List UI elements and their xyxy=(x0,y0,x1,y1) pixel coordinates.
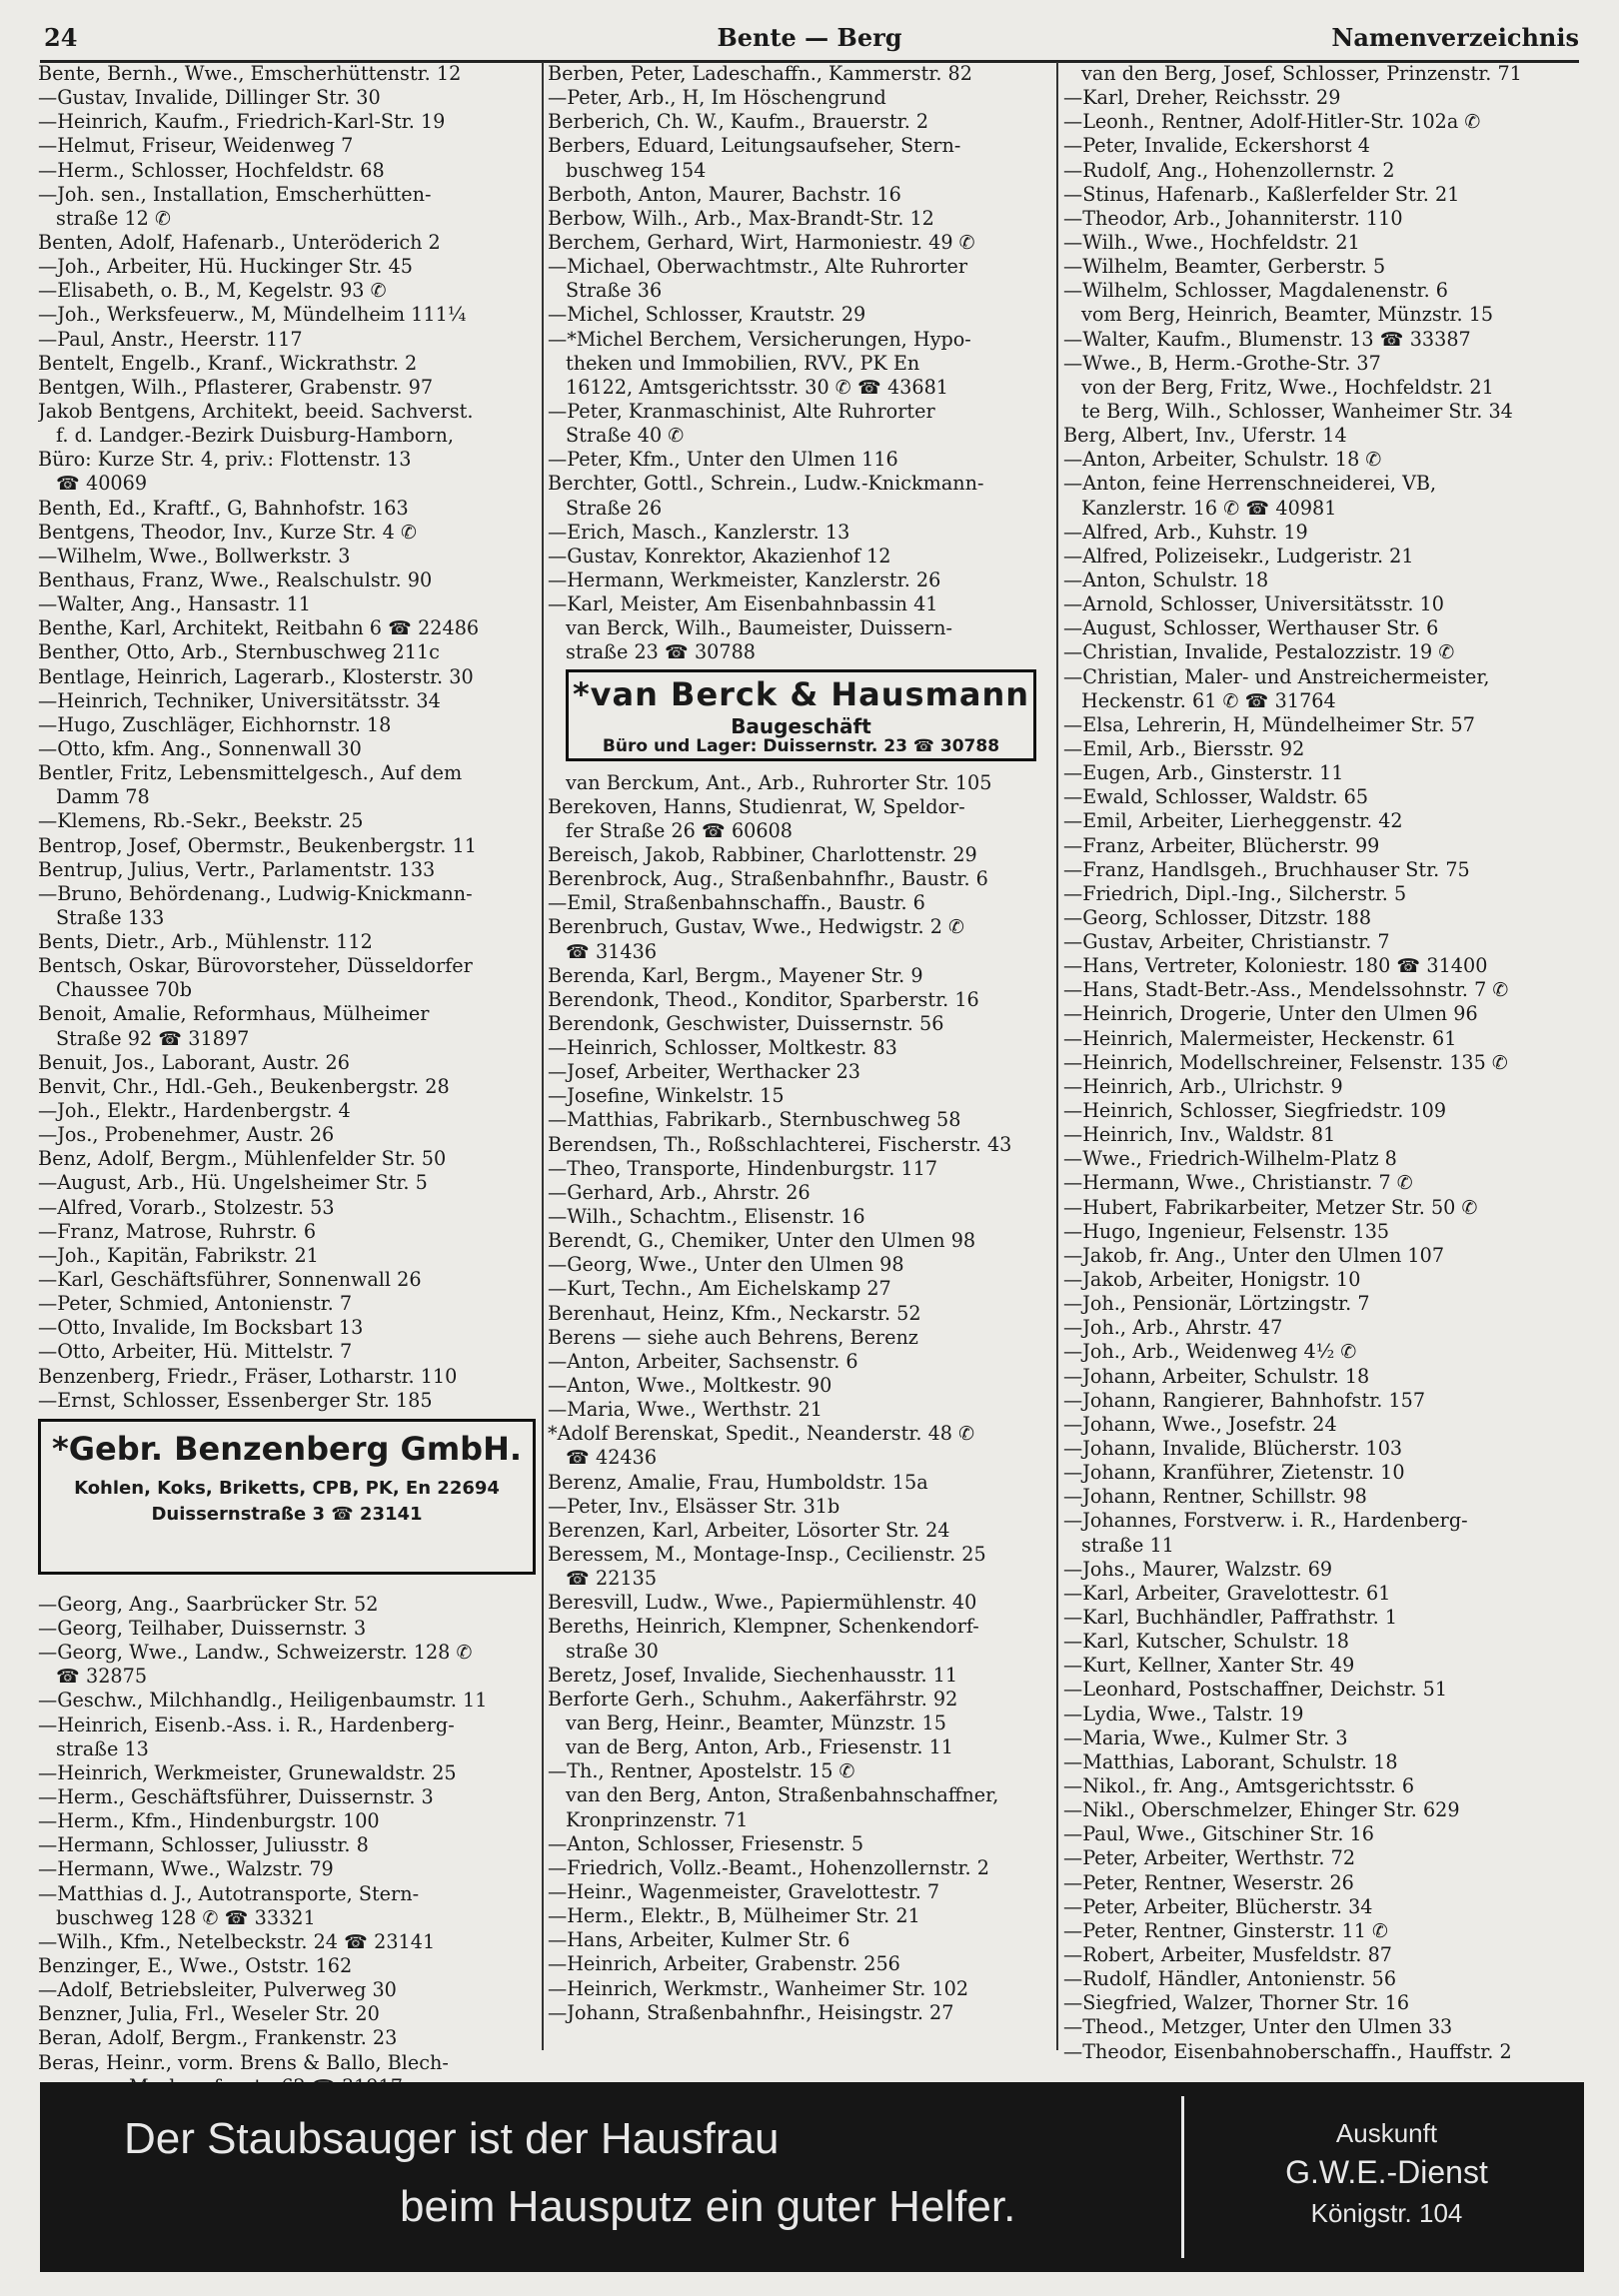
directory-entry: —Heinrich, Modellschreiner, Felsenstr. 135 ✆ xyxy=(1063,1050,1509,1074)
directory-entry: —Hermann, Wwe., Christianstr. 7 ✆ xyxy=(1063,1171,1413,1195)
directory-entry: —Stinus, Hafenarb., Kaßlerfelder Str. 21 xyxy=(1063,182,1460,206)
directory-entry: —Wwe., Friedrich-Wilhelm-Platz 8 xyxy=(1063,1147,1397,1171)
directory-entry: Berendonk, Geschwister, Duissernstr. 56 xyxy=(548,1011,944,1035)
directory-entry: —Elisabeth, o. B., M, Kegelstr. 93 ✆ xyxy=(38,279,387,303)
directory-entry: —Th., Rentner, Apostelstr. 15 ✆ xyxy=(548,1759,855,1783)
directory-entry: —Theod., Metzger, Unter den Ulmen 33 xyxy=(1063,2015,1453,2039)
directory-entry: —Ewald, Schlosser, Waldstr. 65 xyxy=(1063,785,1369,809)
directory-entry: —Heinrich, Schlosser, Moltkestr. 83 xyxy=(548,1036,897,1060)
berck-advertisement xyxy=(566,669,1036,761)
directory-entry: —Johann, Rangierer, Bahnhofstr. 157 xyxy=(1063,1388,1426,1412)
directory-entry: —Hugo, Ingenieur, Felsenstr. 135 xyxy=(1063,1219,1390,1243)
directory-entry: —Georg, Teilhaber, Duissernstr. 3 xyxy=(38,1617,367,1641)
ad-business: Baugeschäft xyxy=(731,713,871,738)
directory-entry: —Hermann, Schlosser, Juliusstr. 8 xyxy=(38,1833,369,1857)
directory-entry: —Heinrich, Inv., Waldstr. 81 xyxy=(1063,1123,1336,1147)
directory-entry: —Peter, Arbeiter, Blücherstr. 34 xyxy=(1063,1894,1373,1918)
directory-entry: Bentgen, Wilh., Pflasterer, Grabenstr. 97 xyxy=(38,375,434,399)
directory-entry: —Walter, Kaufm., Blumenstr. 13 ☎ 33387 xyxy=(1063,327,1471,351)
column-2 xyxy=(548,62,1047,2050)
directory-entry: —Emil, Arbeiter, Lierheggenstr. 42 xyxy=(1063,809,1403,833)
directory-entry: —Johann, Straßenbahnfhr., Heisingstr. 27 xyxy=(548,2000,954,2024)
directory-entry: Berenbrock, Aug., Straßenbahnfhr., Baustr. 6 xyxy=(548,867,988,891)
directory-entry: —Johann, Invalide, Blücherstr. 103 xyxy=(1063,1437,1403,1461)
directory-entry: —Wilhelm, Schlosser, Magdalenenstr. 6 xyxy=(1063,279,1449,303)
directory-entry: ☎ 42436 xyxy=(566,1446,658,1470)
directory-entry: Bentler, Fritz, Lebensmittelgesch., Auf dem xyxy=(38,761,463,785)
directory-entry: Berben, Peter, Ladeschaffn., Kammerstr. 82 xyxy=(548,62,972,85)
directory-entry: —Theodor, Arb., Johanniterstr. 110 xyxy=(1063,206,1403,230)
directory-entry: —Alfred, Arb., Kuhstr. 19 xyxy=(1063,520,1308,544)
directory-entry: —Wilhelm, Beamter, Gerberstr. 5 xyxy=(1063,255,1386,279)
directory-entry: —Maria, Wwe., Kulmer Str. 3 xyxy=(1063,1725,1348,1749)
directory-entry: Benuit, Jos., Laborant, Austr. 26 xyxy=(38,1050,350,1074)
directory-entry: —Rudolf, Ang., Hohenzollernstr. 2 xyxy=(1063,158,1395,182)
directory-entry: —Jos., Probenehmer, Austr. 26 xyxy=(38,1123,335,1147)
directory-entry: Berenzen, Karl, Arbeiter, Lösorter Str. 24 xyxy=(548,1518,950,1542)
directory-entry: Berg, Albert, Inv., Uferstr. 14 xyxy=(1063,424,1347,448)
directory-entry: —Kurt, Techn., Am Eichelskamp 27 xyxy=(548,1277,891,1301)
directory-entry: —Josefine, Winkelstr. 15 xyxy=(548,1084,785,1108)
directory-entry: —Peter, Rentner, Ginsterstr. 11 ✆ xyxy=(1063,1918,1389,1942)
directory-entry: —Georg, Wwe., Unter den Ulmen 98 xyxy=(548,1253,904,1277)
directory-entry: —Hans, Vertreter, Koloniestr. 180 ☎ 31400 xyxy=(1063,954,1488,978)
directory-entry: van den Berg, Josef, Schlosser, Prinzenstr. 71 xyxy=(1081,62,1522,85)
directory-entry: —Heinrich, Arbeiter, Grabenstr. 256 xyxy=(548,1952,900,1976)
directory-entry: —Michel, Schlosser, Krautstr. 29 xyxy=(548,303,866,327)
directory-entry: —Jakob, Arbeiter, Honigstr. 10 xyxy=(1063,1268,1361,1292)
directory-entry: —*Michel Berchem, Versicherungen, Hypo- xyxy=(548,327,971,351)
directory-entry: Benthaus, Franz, Wwe., Realschulstr. 90 xyxy=(38,568,433,591)
directory-entry: —Bruno, Behördenang., Ludwig-Knickmann- xyxy=(38,881,473,905)
directory-entry: Berendt, G., Chemiker, Unter den Ulmen 98 xyxy=(548,1229,976,1253)
directory-entry: —Klemens, Rb.-Sekr., Beekstr. 25 xyxy=(38,809,364,833)
directory-entry: straße 23 ☎ 30788 xyxy=(566,640,756,664)
directory-entry: —Herm., Kfm., Hindenburgstr. 100 xyxy=(38,1809,380,1833)
banner-divider xyxy=(1181,2096,1184,2258)
directory-entry: —Heinrich, Drogerie, Unter den Ulmen 96 xyxy=(1063,1002,1478,1026)
directory-entry: —Maria, Wwe., Werthstr. 21 xyxy=(548,1398,823,1422)
directory-entry: —Kurt, Kellner, Xanter Str. 49 xyxy=(1063,1654,1355,1678)
directory-entry: Kronprinzenstr. 71 xyxy=(566,1807,749,1831)
info-label: Auskunft xyxy=(1335,2118,1438,2148)
directory-entry: —Nikl., Oberschmelzer, Ehinger Str. 629 xyxy=(1063,1798,1460,1822)
section-title: Namenverzeichnis xyxy=(1331,23,1579,52)
directory-entry: Benten, Adolf, Hafenarb., Unteröderich 2 xyxy=(38,230,441,254)
directory-entry: Berenhaut, Heinz, Kfm., Neckarstr. 52 xyxy=(548,1301,921,1325)
directory-entry: —Anton, Arbeiter, Schulstr. 18 ✆ xyxy=(1063,448,1382,472)
directory-entry: —Peter, Invalide, Eckershorst 4 xyxy=(1063,134,1370,158)
directory-entry: ☎ 22135 xyxy=(566,1567,658,1591)
directory-entry: —Theo, Transporte, Hindenburgstr. 117 xyxy=(548,1156,938,1180)
directory-entry: Bereisch, Jakob, Rabbiner, Charlottenstr. 29 xyxy=(548,842,977,866)
directory-entry: Bentrop, Josef, Obermstr., Beukenbergstr. 11 xyxy=(38,833,477,857)
directory-entry: —Karl, Geschäftsführer, Sonnenwall 26 xyxy=(38,1268,422,1292)
directory-entry: ☎ 32875 xyxy=(56,1665,148,1689)
directory-entry: —Emil, Arb., Biersstr. 92 xyxy=(1063,736,1305,760)
directory-entry: Bereths, Heinrich, Klempner, Schenkendorf- xyxy=(548,1615,979,1639)
directory-entry: —August, Schlosser, Werthauser Str. 6 xyxy=(1063,616,1439,640)
directory-entry: —Heinrich, Werkmeister, Grunewaldstr. 25 xyxy=(38,1760,457,1784)
directory-entry: Jakob Bentgens, Architekt, beeid. Sachverst. xyxy=(38,399,474,423)
directory-entry: —Johannes, Forstverw. i. R., Hardenberg- xyxy=(1063,1509,1468,1533)
directory-entry: —Heinrich, Kaufm., Friedrich-Karl-Str. 19 xyxy=(38,110,446,134)
directory-entry: f. d. Landger.-Bezirk Duisburg-Hamborn, xyxy=(56,424,454,448)
directory-entry: —Heinrich, Eisenb.-Ass. i. R., Hardenberg- xyxy=(38,1713,455,1736)
directory-entry: Straße 133 xyxy=(56,905,165,929)
directory-entry: Benth, Ed., Kraftf., G, Bahnhofstr. 163 xyxy=(38,496,409,520)
directory-entry: —Nikol., fr. Ang., Amtsgerichtsstr. 6 xyxy=(1063,1773,1415,1797)
directory-entry: —Peter, Kranmaschinist, Alte Ruhrorter xyxy=(548,399,935,423)
directory-entry: Berendonk, Theod., Konditor, Sparberstr. 16 xyxy=(548,987,979,1011)
directory-entry: —Elsa, Lehrerin, H, Mündelheimer Str. 57 xyxy=(1063,712,1475,736)
directory-entry: —Paul, Anstr., Heerstr. 117 xyxy=(38,327,303,351)
directory-entry: Straße 40 ✆ xyxy=(566,424,685,448)
directory-entry: Berendsen, Th., Roßschlachterei, Fischerstr. 43 xyxy=(548,1132,1012,1156)
directory-entry: —August, Arb., Hü. Ungelsheimer Str. 5 xyxy=(38,1171,428,1195)
directory-entry: —Rudolf, Händler, Antonienstr. 56 xyxy=(1063,1967,1397,1991)
directory-entry: —Hubert, Fabrikarbeiter, Metzer Str. 50 ✆ xyxy=(1063,1195,1478,1219)
directory-entry: —Ernst, Schlosser, Essenberger Str. 185 xyxy=(38,1388,433,1412)
directory-entry: —Matthias, Fabrikarb., Sternbuschweg 58 xyxy=(548,1108,961,1132)
directory-entry: —Leonhard, Postschaffner, Deichstr. 51 xyxy=(1063,1678,1448,1702)
directory-entry: —Joh., Werksfeuerw., M, Mündelheim 111¼ xyxy=(38,303,467,327)
directory-entry: Bentelt, Engelb., Kranf., Wickrathstr. 2 xyxy=(38,351,418,375)
directory-entry: —Josef, Arbeiter, Werthacker 23 xyxy=(548,1060,860,1084)
ad-address: Büro und Lager: Duissernstr. 23 ☎ 30788 xyxy=(602,735,1000,756)
directory-entry: —Heinr., Wagenmeister, Gravelottestr. 7 xyxy=(548,1879,940,1903)
column-divider xyxy=(1056,62,1058,2050)
directory-entry: Beras, Heinr., vorm. Brens & Ballo, Blech- xyxy=(38,2050,449,2074)
directory-entry: —Christian, Invalide, Pestalozzistr. 19 ✆ xyxy=(1063,640,1455,664)
ad-address: Duissernstraße 3 ☎ 23141 xyxy=(151,1503,423,1525)
benzenberg-advertisement xyxy=(38,1419,536,1575)
directory-entry: Berforte Gerh., Schuhm., Aakerfährstr. 92 xyxy=(548,1687,958,1711)
directory-entry: —Matthias d. J., Autotransporte, Stern- xyxy=(38,1881,420,1905)
directory-entry: —Peter, Inv., Elsässer Str. 31b xyxy=(548,1494,840,1518)
directory-entry: —Herm., Schlosser, Hochfeldstr. 68 xyxy=(38,158,385,182)
directory-entry: Berenbruch, Gustav, Wwe., Hedwigstr. 2 ✆ xyxy=(548,915,965,939)
directory-entry: Benzenberg, Friedr., Fräser, Lotharstr. 110 xyxy=(38,1364,458,1388)
directory-entry: Bentrup, Julius, Vertr., Parlamentstr. 133 xyxy=(38,857,436,881)
directory-entry: van Berckum, Ant., Arb., Ruhrorter Str. 105 xyxy=(566,770,992,794)
column-divider xyxy=(542,62,544,2050)
directory-entry: —Alfred, Vorarb., Stolzestr. 53 xyxy=(38,1195,335,1219)
directory-entry: —Karl, Meister, Am Eisenbahnbassin 41 xyxy=(548,592,938,616)
directory-entry: —Anton, Arbeiter, Sachsenstr. 6 xyxy=(548,1349,858,1373)
directory-entry: —Karl, Kutscher, Schulstr. 18 xyxy=(1063,1630,1349,1654)
directory-entry: —Anton, Wwe., Moltkestr. 90 xyxy=(548,1374,832,1398)
directory-entry: —Joh., Arb., Weidenweg 4½ ✆ xyxy=(1063,1340,1357,1364)
directory-entry: —Hans, Stadt-Betr.-Ass., Mendelssohnstr. 7 ✆ xyxy=(1063,978,1509,1002)
directory-entry: —Franz, Arbeiter, Blücherstr. 99 xyxy=(1063,833,1380,857)
directory-entry: —Karl, Arbeiter, Gravelottestr. 61 xyxy=(1063,1581,1391,1605)
directory-entry: van Berg, Heinr., Beamter, Münzstr. 15 xyxy=(566,1712,946,1734)
directory-entry: —Erich, Masch., Kanzlerstr. 13 xyxy=(548,520,850,544)
directory-entry: —Emil, Straßenbahnschaffn., Baustr. 6 xyxy=(548,891,925,915)
directory-entry: ☎ 31436 xyxy=(566,939,658,963)
directory-entry: —Wwe., B, Herm.-Grothe-Str. 37 xyxy=(1063,351,1381,375)
directory-entry: —Hugo, Zuschläger, Eichhornstr. 18 xyxy=(38,712,392,736)
directory-entry: —Hans, Arbeiter, Kulmer Str. 6 xyxy=(548,1928,850,1952)
ad-firm-name: *Gebr. Benzenberg GmbH. xyxy=(52,1429,522,1468)
info-service-name: G.W.E.-Dienst xyxy=(1285,2154,1488,2190)
directory-entry: —Peter, Kfm., Unter den Ulmen 116 xyxy=(548,448,898,472)
directory-entry: —Helmut, Friseur, Weidenweg 7 xyxy=(38,134,354,158)
directory-entry: Beretz, Josef, Invalide, Siechenhausstr. 11 xyxy=(548,1663,958,1687)
directory-entry: Beresvill, Ludw., Wwe., Papiermühlenstr. 40 xyxy=(548,1591,977,1615)
info-address: Königstr. 104 xyxy=(1310,2198,1463,2228)
ad-firm-name: *van Berck & Hausmann xyxy=(572,674,1030,713)
directory-entry: van de Berg, Anton, Arb., Friesenstr. 11 xyxy=(566,1735,953,1759)
directory-entry: —Friedrich, Dipl.-Ing., Silcherstr. 5 xyxy=(1063,881,1407,905)
directory-entry: Benthe, Karl, Architekt, Reitbahn 6 ☎ 22486 xyxy=(38,616,480,640)
directory-entry: —Gustav, Arbeiter, Christianstr. 7 xyxy=(1063,930,1390,954)
directory-entry: —Heinrich, Arb., Ulrichstr. 9 xyxy=(1063,1074,1343,1098)
directory-entry: —Herm., Elektr., B, Mülheimer Str. 21 xyxy=(548,1904,920,1928)
directory-entry: von der Berg, Fritz, Wwe., Hochfeldstr. 21 xyxy=(1081,375,1494,399)
directory-entry: —Joh., Elektr., Hardenbergstr. 4 xyxy=(38,1099,351,1123)
directory-entry: —Peter, Arbeiter, Werthstr. 72 xyxy=(1063,1846,1356,1870)
directory-entry: —Johann, Wwe., Josefstr. 24 xyxy=(1063,1412,1337,1436)
directory-entry: Benzinger, E., Wwe., Oststr. 162 xyxy=(38,1953,353,1977)
directory-entry: —Peter, Schmied, Antonienstr. 7 xyxy=(38,1292,353,1316)
directory-entry: —Arnold, Schlosser, Universitätsstr. 10 xyxy=(1063,592,1444,616)
directory-entry: —Anton, Schulstr. 18 xyxy=(1063,568,1269,591)
directory-entry: Straße 92 ☎ 31897 xyxy=(56,1026,250,1050)
directory-entry: Kanzlerstr. 16 ✆ ☎ 40981 xyxy=(1081,496,1337,520)
directory-entry: Chaussee 70b xyxy=(56,978,193,1002)
directory-entry: —Joh. sen., Installation, Emscherhütten- xyxy=(38,182,432,206)
directory-entry: —Friedrich, Vollz.-Beamt., Hohenzollernstr. 2 xyxy=(548,1855,989,1879)
directory-entry: Berenz, Amalie, Frau, Humboldstr. 15a xyxy=(548,1470,928,1494)
directory-entry: —Gustav, Invalide, Dillinger Str. 30 xyxy=(38,86,381,110)
directory-entry: —Georg, Wwe., Landw., Schweizerstr. 128 ✆ xyxy=(38,1641,473,1665)
directory-entry: Heckenstr. 61 ✆ ☎ 31764 xyxy=(1081,688,1336,712)
page-number: 24 xyxy=(44,23,78,52)
directory-entry: Damm 78 xyxy=(56,785,150,809)
directory-entry: —Wilh., Kfm., Netelbeckstr. 24 ☎ 23141 xyxy=(38,1929,436,1953)
directory-entry: —Georg, Ang., Saarbrücker Str. 52 xyxy=(38,1592,379,1616)
slogan-line: beim Hausputz ein guter Helfer. xyxy=(400,2182,1016,2231)
directory-entry: Beressem, M., Montage-Insp., Cecilienstr. 25 xyxy=(548,1543,986,1567)
directory-entry: van den Berg, Anton, Straßenbahnschaffner, xyxy=(566,1783,999,1807)
directory-entry: —Joh., Arbeiter, Hü. Huckinger Str. 45 xyxy=(38,255,413,279)
directory-entry: —Joh., Pensionär, Lörtzingstr. 7 xyxy=(1063,1292,1370,1316)
directory-entry: —Karl, Dreher, Reichsstr. 29 xyxy=(1063,86,1341,110)
directory-entry: Berbow, Wilh., Arb., Max-Brandt-Str. 12 xyxy=(548,206,934,230)
directory-entry: Bents, Dietr., Arb., Mühlenstr. 112 xyxy=(38,930,373,954)
directory-entry: Bentsch, Oskar, Bürovorsteher, Düsseldorfer xyxy=(38,954,473,978)
directory-entry: —Johann, Kranführer, Zietenstr. 10 xyxy=(1063,1461,1405,1485)
directory-entry: —Wilh., Schachtm., Elisenstr. 16 xyxy=(548,1205,865,1229)
directory-entry: —Heinrich, Malermeister, Heckenstr. 61 xyxy=(1063,1026,1457,1050)
banner-slogan xyxy=(40,2082,1179,2272)
directory-entry: te Berg, Wilh., Schlosser, Wanheimer Str. 34 xyxy=(1081,399,1513,423)
directory-entry: —Gustav, Konrektor, Akazienhof 12 xyxy=(548,544,891,568)
directory-entry: —Eugen, Arb., Ginsterstr. 11 xyxy=(1063,761,1344,785)
directory-entry: Berboth, Anton, Maurer, Bachstr. 16 xyxy=(548,182,901,206)
directory-entry: Berens — siehe auch Behrens, Berenz xyxy=(548,1325,918,1349)
column-3 xyxy=(1063,62,1588,2063)
directory-entry: —Peter, Arb., H, Im Höschengrund xyxy=(548,86,886,110)
directory-entry: Bentgens, Theodor, Inv., Kurze Str. 4 ✆ xyxy=(38,520,418,544)
directory-entry: —Otto, Invalide, Im Bocksbart 13 xyxy=(38,1316,364,1340)
directory-entry: —Anton, feine Herrenschneiderei, VB, xyxy=(1063,472,1437,496)
directory-entry: —Joh., Arb., Ahrstr. 47 xyxy=(1063,1316,1283,1340)
directory-entry: straße 11 xyxy=(1081,1533,1174,1557)
directory-entry: —Heinrich, Techniker, Universitätsstr. 34 xyxy=(38,688,441,712)
directory-entry: —Herm., Geschäftsführer, Duissernstr. 3 xyxy=(38,1785,434,1808)
directory-entry: —Christian, Maler- und Anstreichermeister, xyxy=(1063,664,1490,688)
directory-entry: Berbers, Eduard, Leitungsaufseher, Stern- xyxy=(548,134,961,158)
directory-entry: straße 13 xyxy=(56,1736,149,1760)
directory-entry: —Johs., Maurer, Walzstr. 69 xyxy=(1063,1557,1333,1581)
directory-entry: vom Berg, Heinrich, Beamter, Münzstr. 15 xyxy=(1081,303,1494,327)
directory-entry: —Peter, Rentner, Weserstr. 26 xyxy=(1063,1870,1354,1894)
entry-list xyxy=(1063,62,1588,2064)
directory-entry: —Heinrich, Schlosser, Siegfriedstr. 109 xyxy=(1063,1099,1447,1123)
directory-entry: —Michael, Oberwachtmstr., Alte Ruhrorter xyxy=(548,255,967,279)
directory-entry: van Berck, Wilh., Baumeister, Duissern- xyxy=(566,616,952,640)
directory-entry: —Gerhard, Arb., Ahrstr. 26 xyxy=(548,1180,810,1204)
slogan-line: Der Staubsauger ist der Hausfrau xyxy=(124,2114,780,2163)
directory-entry: buschweg 128 ✆ ☎ 33321 xyxy=(56,1905,316,1929)
entry-list xyxy=(548,62,1047,665)
directory-entry: —Leonh., Rentner, Adolf-Hitler-Str. 102a ✆ xyxy=(1063,110,1481,134)
directory-entry: Benzner, Julia, Frl., Weseler Str. 20 xyxy=(38,2002,380,2026)
advertising-banner xyxy=(40,2082,1584,2272)
directory-entry: Straße 36 xyxy=(566,279,663,303)
banner-info xyxy=(1189,2082,1584,2272)
ad-products: Kohlen, Koks, Briketts, CPB, PK, En 22694 xyxy=(74,1477,500,1499)
directory-entry: —Jakob, fr. Ang., Unter den Ulmen 107 xyxy=(1063,1243,1445,1267)
directory-entry: —Georg, Schlosser, Ditzstr. 188 xyxy=(1063,905,1372,929)
directory-entry: —Robert, Arbeiter, Musfeldstr. 87 xyxy=(1063,1942,1392,1966)
directory-entry: Straße 26 xyxy=(566,496,663,520)
directory-entry: —Walter, Ang., Hansastr. 11 xyxy=(38,592,311,616)
directory-entry: Berchem, Gerhard, Wirt, Harmoniestr. 49 ✆ xyxy=(548,230,975,254)
directory-entry: —Theodor, Eisenbahnoberschaffn., Hauffstr. 2 xyxy=(1063,2039,1512,2063)
entry-list xyxy=(38,62,536,1413)
directory-entry: —Matthias, Laborant, Schulstr. 18 xyxy=(1063,1749,1398,1773)
directory-entry: Berekoven, Hanns, Studienrat, W, Speldor- xyxy=(548,794,965,818)
directory-entry: —Adolf, Betriebsleiter, Pulverweg 30 xyxy=(38,1978,397,2002)
directory-entry: theken und Immobilien, RVV., PK En xyxy=(566,351,920,375)
directory-entry: 16122, Amtsgerichtsstr. 30 ✆ ☎ 43681 xyxy=(566,375,948,399)
directory-entry: —Heinrich, Werkmstr., Wanheimer Str. 102 xyxy=(548,1976,969,2000)
entry-list xyxy=(38,1593,536,2099)
column-1 xyxy=(38,62,536,2074)
directory-entry: —Siegfried, Walzer, Thorner Str. 16 xyxy=(1063,1991,1410,2015)
directory-entry: Benz, Adolf, Bergm., Mühlenfelder Str. 50 xyxy=(38,1147,447,1171)
directory-entry: —Hermann, Werkmeister, Kanzlerstr. 26 xyxy=(548,568,941,591)
directory-entry: Benoit, Amalie, Reformhaus, Mülheimer xyxy=(38,1002,430,1026)
directory-entry: buschweg 154 xyxy=(566,158,707,182)
directory-entry: —Otto, Arbeiter, Hü. Mittelstr. 7 xyxy=(38,1340,353,1364)
directory-entry: —Lydia, Wwe., Talstr. 19 xyxy=(1063,1702,1304,1725)
directory-entry: straße 12 ✆ xyxy=(56,206,172,230)
directory-entry: —Johann, Rentner, Schillstr. 98 xyxy=(1063,1485,1367,1509)
directory-entry: —Johann, Arbeiter, Schulstr. 18 xyxy=(1063,1364,1370,1388)
directory-entry: —Geschw., Milchhandlg., Heiligenbaumstr. 11 xyxy=(38,1689,488,1713)
directory-entry: —Alfred, Polizeisekr., Ludgeristr. 21 xyxy=(1063,544,1414,568)
entry-list xyxy=(548,771,1047,2025)
directory-entry: —Hermann, Wwe., Walzstr. 79 xyxy=(38,1857,334,1881)
directory-entry: Berberich, Ch. W., Kaufm., Brauerstr. 2 xyxy=(548,110,929,134)
directory-entry: ☎ 40069 xyxy=(56,472,148,496)
directory-entry: —Joh., Kapitän, Fabrikstr. 21 xyxy=(38,1243,319,1267)
directory-entry: *Adolf Berenskat, Spedit., Neanderstr. 48 ✆ xyxy=(548,1422,975,1446)
directory-entry: straße 30 xyxy=(566,1639,659,1663)
directory-entry: Bentlage, Heinrich, Lagerarb., Klosterstr. 30 xyxy=(38,664,474,688)
directory-entry: —Otto, kfm. Ang., Sonnenwall 30 xyxy=(38,736,362,760)
directory-entry: —Wilhelm, Wwe., Bollwerkstr. 3 xyxy=(38,544,351,568)
page-range-title: Bente — Berg xyxy=(717,23,902,52)
directory-entry: —Franz, Handlsgeh., Bruchhauser Str. 75 xyxy=(1063,857,1470,881)
directory-entry: —Anton, Schlosser, Friesenstr. 5 xyxy=(548,1831,864,1855)
directory-entry: —Franz, Matrose, Ruhrstr. 6 xyxy=(38,1219,317,1243)
directory-entry: fer Straße 26 ☎ 60608 xyxy=(566,818,794,842)
directory-entry: —Karl, Buchhändler, Paffrathstr. 1 xyxy=(1063,1606,1398,1629)
directory-entry: Benther, Otto, Arb., Sternbuschweg 211c xyxy=(38,640,440,664)
directory-entry: Berenda, Karl, Bergm., Mayener Str. 9 xyxy=(548,963,923,987)
directory-entry: —Paul, Wwe., Gitschiner Str. 16 xyxy=(1063,1822,1374,1846)
directory-entry: —Wilh., Wwe., Hochfeldstr. 21 xyxy=(1063,230,1360,254)
directory-entry: Bente, Bernh., Wwe., Emscherhüttenstr. 12 xyxy=(38,62,462,85)
directory-entry: Beran, Adolf, Bergm., Frankenstr. 23 xyxy=(38,2026,398,2050)
directory-entry: Benvit, Chr., Hdl.-Geh., Beukenbergstr. 28 xyxy=(38,1074,450,1098)
directory-entry: Berchter, Gottl., Schrein., Ludw.-Knickmann- xyxy=(548,472,984,496)
directory-entry: Büro: Kurze Str. 4, priv.: Flottenstr. 13 xyxy=(38,448,412,472)
